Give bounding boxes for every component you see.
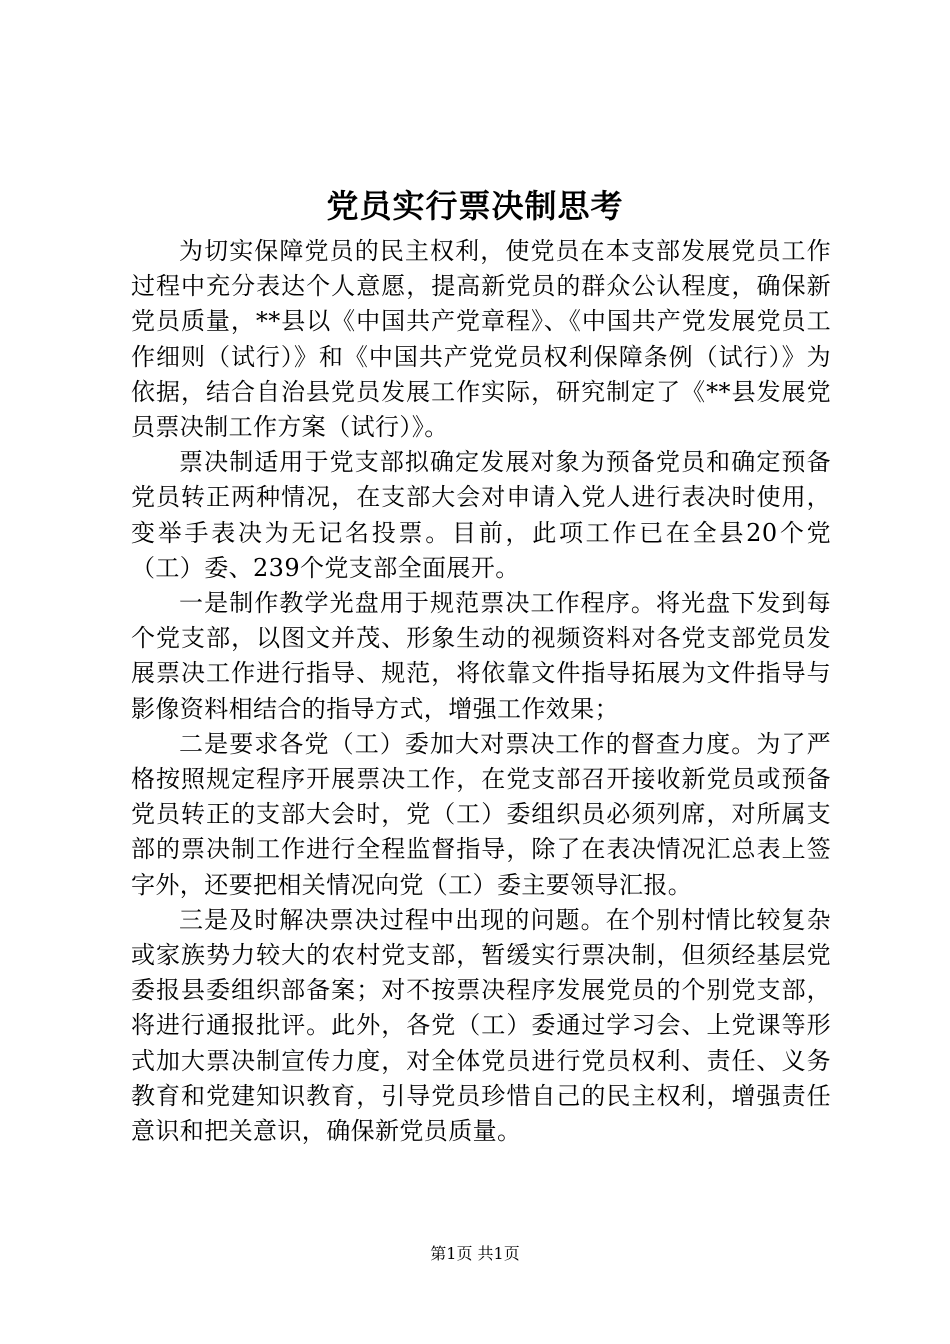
document-title: 党员实行票决制思考 <box>326 187 624 225</box>
document-body <box>131 234 831 1149</box>
paragraph-intro: 为切实保障党员的民主权利，使党员在本支部发展党员工作过程中充分表达个人意愿，提高新党员的群众公认程度，确保新党员质量，**县以《中国共产党章程》、《中国共产党发展党员工作细则（试行）》和《中国共产党党员权利保障条例（试行）》为依据，结合自治县党员发展工作实际，研究制定了《**县发展党员票决制工作方案（试行）》。 <box>131 237 831 442</box>
paragraph-measure-one: 一是制作教学光盘用于规范票决工作程序。将光盘下发到每个党支部，以图文并茂、形象生动的视频资料对各党支部党员发展票决工作进行指导、规范，将依靠文件指导拓展为文件指导与影像资料相结合的指导方式，增强工作效果； <box>131 589 831 723</box>
page-footer: 第1页 共1页 <box>430 1244 520 1263</box>
paragraph-measure-two: 二是要求各党（工）委加大对票决工作的督查力度。为了严格按照规定程序开展票决工作，在党支部召开接收新党员或预备党员转正的支部大会时，党（工）委组织员必须列席，对所属支部的票决制工作进行全程监督指导，除了在表决情况汇总表上签字外，还要把相关情况向党（工）委主要领导汇报。 <box>131 729 831 899</box>
paragraph-measure-three: 三是及时解决票决过程中出现的问题。在个别村情比较复杂或家族势力较大的农村党支部，暂缓实行票决制，但须经基层党委报县委组织部备案；对不按票决程序发展党员的个别党支部，将进行通报批评。此外，各党（工）委通过学习会、上党课等形式加大票决制宣传力度，对全体党员进行党员权利、责任、义务教育和党建知识教育，引导党员珍惜自己的民主权利，增强责任意识和把关意识，确保新党员质量。 <box>131 905 831 1146</box>
paragraph-scope: 票决制适用于党支部拟确定发展对象为预备党员和确定预备党员转正两种情况，在支部大会对申请入党人进行表决时使用，变举手表决为无记名投票。目前，此项工作已在全县20个党（工）委、239个党支部全面展开。 <box>131 448 831 582</box>
